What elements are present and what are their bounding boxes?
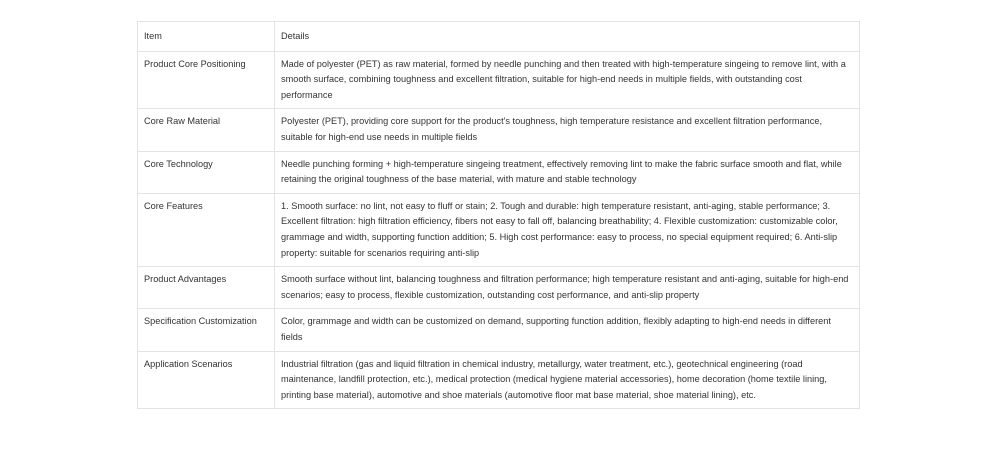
- row-item-cell: Specification Customization: [138, 309, 275, 351]
- header-details: Details: [275, 22, 860, 52]
- row-item-cell: Application Scenarios: [138, 351, 275, 409]
- table-row: [138, 309, 860, 351]
- row-item-cell: Core Raw Material: [138, 109, 275, 151]
- product-spec-table: [137, 21, 860, 409]
- row-details-cell: Industrial filtration (gas and liquid filtration in chemical industry, metallurgy, water treatment, etc.), geotechnical engineering (road maintenance, landfill protection, etc.), medical protection (medical hygiene material accessories), home decoration (home textile lining, printing base material), automotive and shoe materials (automotive floor mat base material, shoe material lining), etc.: [275, 351, 860, 409]
- table-row: [138, 151, 860, 193]
- table-header-row: [138, 22, 860, 52]
- product-spec-table-container: [137, 21, 859, 409]
- row-item-cell: Core Features: [138, 193, 275, 266]
- table-row: [138, 109, 860, 151]
- table-row: [138, 193, 860, 266]
- row-details-cell: Made of polyester (PET) as raw material, formed by needle punching and then treated with high-temperature singeing to remove lint, with a smooth surface, combining toughness and excellent filtration, suitable for high-end needs in multiple fields, with outstanding cost performance: [275, 51, 860, 109]
- table-row: [138, 51, 860, 109]
- row-details-cell: Polyester (PET), providing core support for the product's toughness, high temperature resistance and excellent filtration performance, suitable for high-end use needs in multiple fields: [275, 109, 860, 151]
- row-item-cell: Product Core Positioning: [138, 51, 275, 109]
- row-item-cell: Core Technology: [138, 151, 275, 193]
- row-details-cell: Color, grammage and width can be customized on demand, supporting function addition, flexibly adapting to high-end needs in different fields: [275, 309, 860, 351]
- table-row: [138, 267, 860, 309]
- row-details-cell: Smooth surface without lint, balancing toughness and filtration performance; high temperature resistant and anti-aging, suitable for high-end scenarios; easy to process, flexible customization, outstanding cost performance, and anti-slip property: [275, 267, 860, 309]
- row-item-cell: Product Advantages: [138, 267, 275, 309]
- row-details-cell: 1. Smooth surface: no lint, not easy to fluff or stain; 2. Tough and durable: high temperature resistant, anti-aging, stable performance; 3. Excellent filtration: high filtration efficiency, fibers not easy to fall off, balancing breathability; 4. Flexible customization: customizable color, grammage and width, supporting function addition; 5. High cost performance: easy to process, no special equipment required; 6. Anti-slip property: suitable for scenarios requiring anti-slip: [275, 193, 860, 266]
- table-row: [138, 351, 860, 409]
- row-details-cell: Needle punching forming + high-temperature singeing treatment, effectively removing lint to make the fabric surface smooth and flat, while retaining the original toughness of the base material, with mature and stable technology: [275, 151, 860, 193]
- header-item: Item: [138, 22, 275, 52]
